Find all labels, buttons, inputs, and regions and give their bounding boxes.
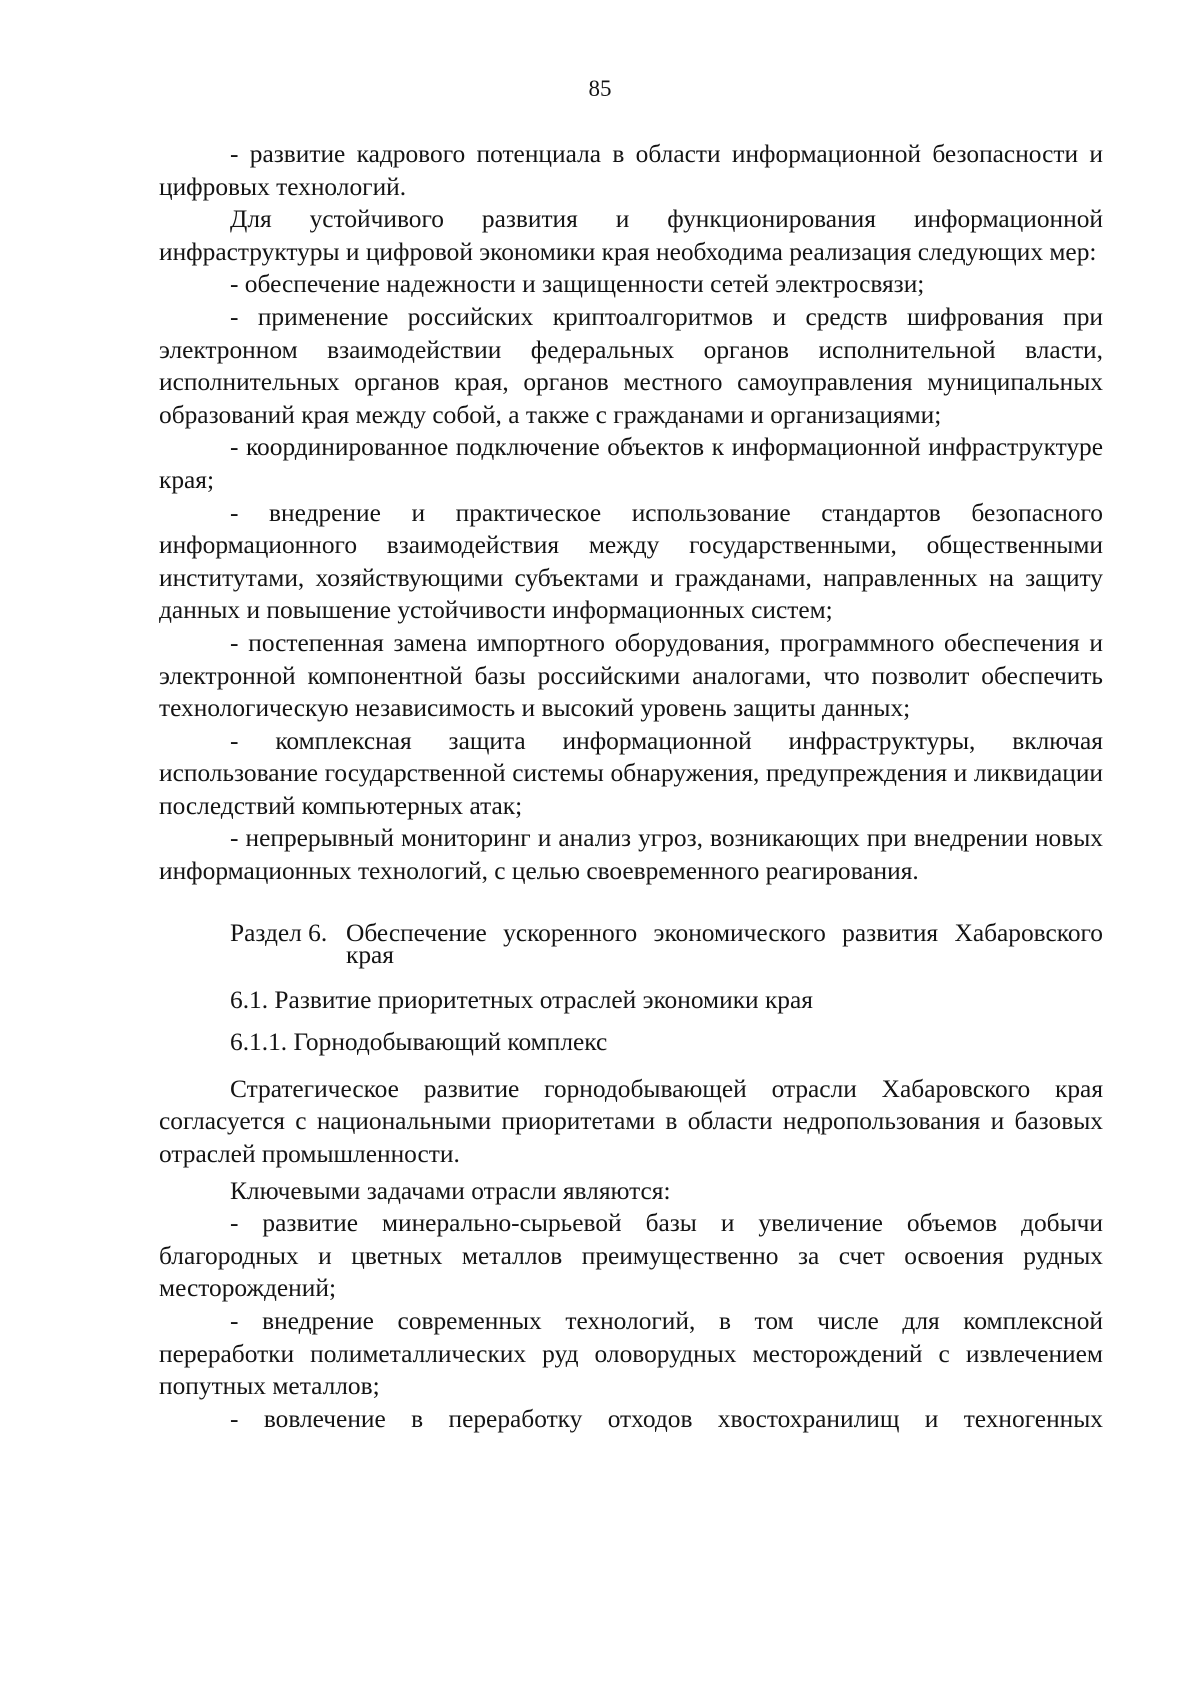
paragraph: - вовлечение в переработку отходов хвостохранилищ и техногенных bbox=[230, 1404, 1103, 1433]
paragraph: Для устойчивого развития и функционирования информационной инфраструктуры и цифровой экономики края необходима реализация следующих мер: bbox=[159, 205, 1103, 266]
paragraph: - непрерывный мониторинг и анализ угроз, возникающих при внедрении новых информационных технологий, с целью своевременного реагирования. bbox=[159, 824, 1103, 886]
page-number: 85 bbox=[588, 76, 612, 101]
section-title: Обеспечение ускоренного экономического развития Хабаровского края bbox=[346, 918, 1103, 969]
paragraph: Стратегическое развитие горнодобывающей отрасли Хабаровского края согласуется с национальными приоритетами в области недропользования и базовых отраслей промышленности. bbox=[159, 1074, 1103, 1169]
paragraph: - постепенная замена импортного оборудования, программного обеспечения и электронной компонентной базы российскими аналогами, что позволит обеспечить технологическую независимость и высокий уровень защиты данных; bbox=[159, 628, 1103, 723]
paragraph: - внедрение современных технологий, в том числе для комплексной переработки полиметаллических руд оловорудных месторождений с извлечением попутных металлов; bbox=[159, 1307, 1103, 1401]
subsection-heading: 6.1. Развитие приоритетных отраслей экономики края bbox=[230, 985, 813, 1014]
paragraph: - координированное подключение объектов к информационной инфраструктуре края; bbox=[159, 433, 1103, 494]
paragraph: - комплексная защита информационной инфраструктуры, включая использование государственной системы обнаружения, предупреждения и ликвидации последствий компьютерных атак; bbox=[159, 726, 1103, 820]
paragraph: - развитие минерально-сырьевой базы и увеличение объемов добычи благородных и цветных металлов преимущественно за счет освоения рудных месторождений; bbox=[159, 1209, 1103, 1303]
document-body bbox=[159, 138, 1103, 1435]
paragraph: - обеспечение надежности и защищенности сетей электросвязи; bbox=[230, 270, 925, 299]
paragraph: - развитие кадрового потенциала в области информационной безопасности и цифровых технологий. bbox=[159, 140, 1103, 201]
subsubsection-heading: 6.1.1. Горнодобывающий комплекс bbox=[230, 1028, 608, 1057]
section-label: Раздел 6. bbox=[230, 918, 328, 947]
paragraph: - применение российских криптоалгоритмов и средств шифрования при электронном взаимодействии федеральных органов исполнительной власти, исполнительных органов края, органов местного самоуправления муниципальных образований края между собой, а также с гражданами и организациями; bbox=[159, 302, 1103, 429]
section-heading bbox=[159, 918, 1103, 969]
paragraph: - внедрение и практическое использование стандартов безопасного информационного взаимодействия между государственными, общественными институтами, хозяйствующими субъектами и гражданами, направленных на защиту данных и повышение устойчивости информационных систем; bbox=[159, 498, 1103, 625]
paragraph: Ключевыми задачами отрасли являются: bbox=[230, 1176, 671, 1205]
